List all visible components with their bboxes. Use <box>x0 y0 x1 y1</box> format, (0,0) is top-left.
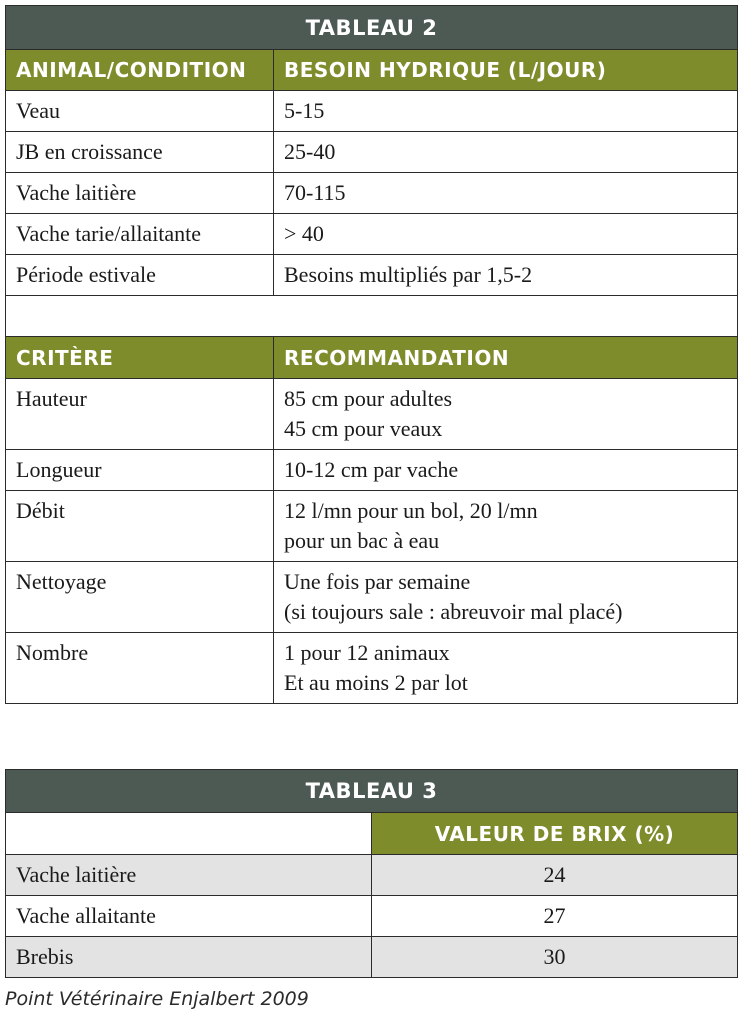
cell-animal: Brebis <box>6 937 372 978</box>
table-row <box>6 896 738 937</box>
cell-animal: Veau <box>6 91 274 132</box>
spacer-row <box>6 296 738 337</box>
table-row <box>6 855 738 896</box>
col-header-animal-condition: ANIMAL/CONDITION <box>6 50 274 91</box>
tableau-3-title: TABLEAU 3 <box>6 770 738 813</box>
recommandation-line: 1 pour 12 animaux <box>284 640 450 665</box>
table-row <box>6 255 738 296</box>
cell-animal: Vache laitière <box>6 173 274 214</box>
recommandation-line: 85 cm pour adultes <box>284 386 453 411</box>
table-row <box>6 132 738 173</box>
col-header-besoin-hydrique: BESOIN HYDRIQUE (L/JOUR) <box>274 50 738 91</box>
tableau-3 <box>5 769 738 978</box>
col-header-recommandation: RECOMMANDATION <box>274 337 738 379</box>
table-row <box>6 91 738 132</box>
table-row <box>6 214 738 255</box>
tableau-2 <box>5 5 738 704</box>
tableau-2-title: TABLEAU 2 <box>6 6 738 50</box>
cell-brix-value: 27 <box>372 896 738 937</box>
cell-recommandation <box>274 562 738 633</box>
table-row <box>6 633 738 704</box>
cell-animal: Vache tarie/allaitante <box>6 214 274 255</box>
cell-critere: Débit <box>6 491 274 562</box>
cell-critere: Nombre <box>6 633 274 704</box>
cell-brix-value: 24 <box>372 855 738 896</box>
cell-critere: Nettoyage <box>6 562 274 633</box>
table-row <box>6 450 738 491</box>
cell-recommandation <box>274 633 738 704</box>
cell-besoin: Besoins multipliés par 1,5-2 <box>274 255 738 296</box>
recommandation-line: 12 l/mn pour un bol, 20 l/mn <box>284 498 538 523</box>
recommandation-line: pour un bac à eau <box>284 528 440 553</box>
cell-animal: Période estivale <box>6 255 274 296</box>
cell-animal: JB en croissance <box>6 132 274 173</box>
cell-besoin: > 40 <box>274 214 738 255</box>
table-row <box>6 937 738 978</box>
cell-besoin: 5-15 <box>274 91 738 132</box>
cell-besoin: 70-115 <box>274 173 738 214</box>
cell-recommandation <box>274 450 738 491</box>
recommandation-line: (si toujours sale : abreuvoir mal placé) <box>284 599 623 624</box>
cell-recommandation <box>274 491 738 562</box>
table-row <box>6 562 738 633</box>
recommandation-line: Et au moins 2 par lot <box>284 670 468 695</box>
table-row <box>6 491 738 562</box>
empty-header-cell <box>6 813 372 855</box>
cell-critere: Longueur <box>6 450 274 491</box>
recommandation-line: Une fois par semaine <box>284 569 471 594</box>
cell-besoin: 25-40 <box>274 132 738 173</box>
table-row <box>6 379 738 450</box>
source-caption: Point Vétérinaire Enjalbert 2009 <box>5 988 309 1010</box>
recommandation-line: 10-12 cm par vache <box>284 457 459 482</box>
cell-animal: Vache laitière <box>6 855 372 896</box>
table-row <box>6 173 738 214</box>
cell-recommandation <box>274 379 738 450</box>
cell-animal: Vache allaitante <box>6 896 372 937</box>
col-header-critere: CRITÈRE <box>6 337 274 379</box>
cell-critere: Hauteur <box>6 379 274 450</box>
spacer-cell <box>6 296 738 337</box>
recommandation-line: 45 cm pour veaux <box>284 416 443 441</box>
cell-brix-value: 30 <box>372 937 738 978</box>
col-header-valeur-brix: VALEUR DE BRIX (%) <box>372 813 738 855</box>
